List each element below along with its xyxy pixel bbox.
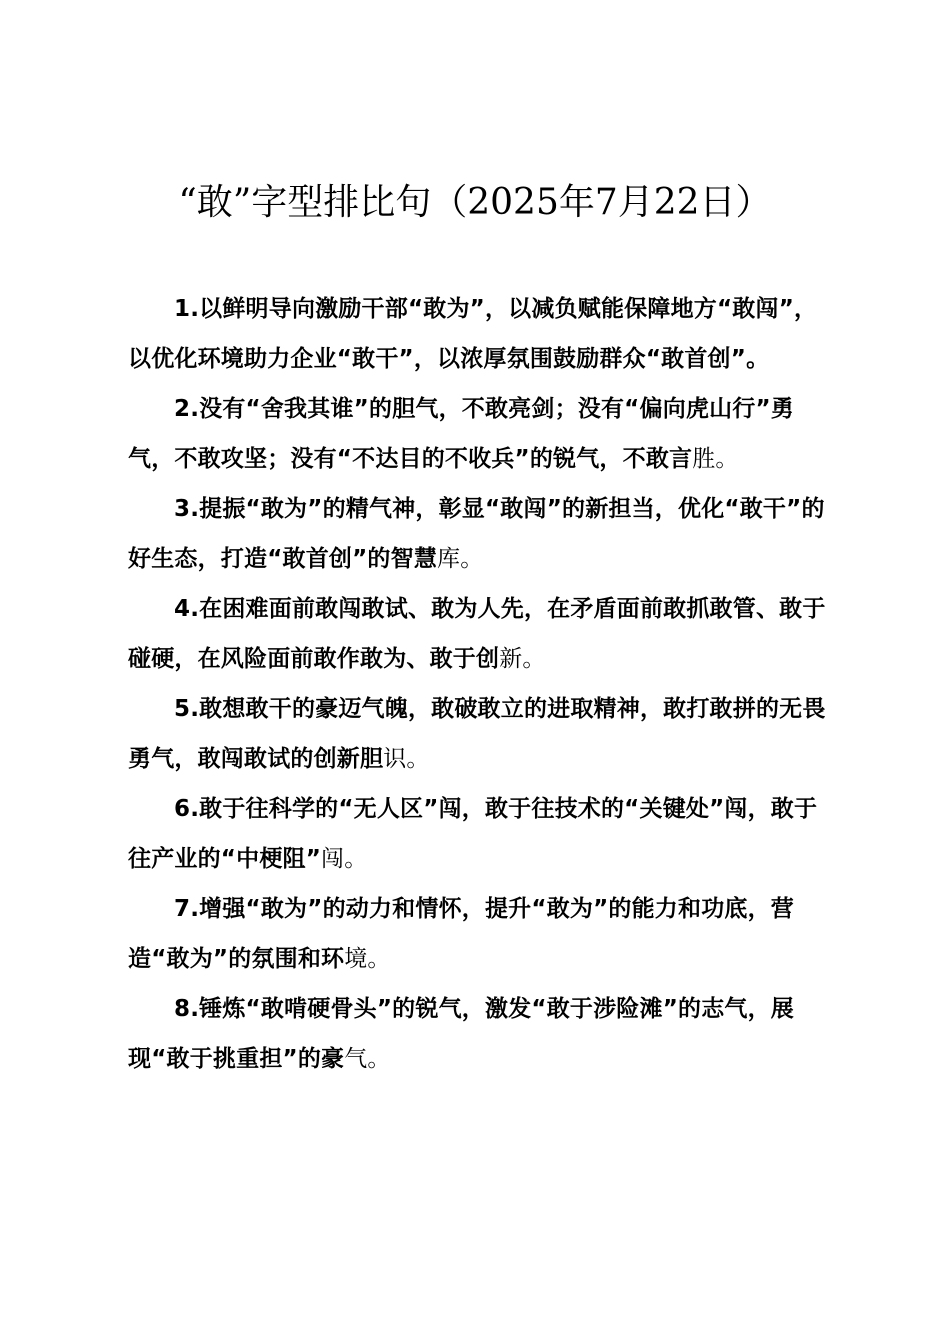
paragraph-tail: 识。 bbox=[383, 746, 430, 772]
paragraph-7 bbox=[128, 884, 834, 984]
paragraph-tail: 新。 bbox=[499, 646, 546, 672]
paragraph-text: 7.增强“敢为”的动力和情怀，提升“敢为”的能力和功底，营造“敢为”的氛围和环 bbox=[128, 896, 795, 972]
paragraph-5 bbox=[128, 684, 834, 784]
paragraph-text: 3.提振“敢为”的精气神，彰显“敢闯”的新担当，优化“敢干”的好生态，打造“敢首创”的智慧 bbox=[128, 496, 825, 572]
paragraph-text: 8.锤炼“敢啃硬骨头”的锐气，激发“敢于涉险滩”的志气，展现“敢于挑重担”的豪 bbox=[128, 996, 795, 1072]
paragraph-3 bbox=[128, 484, 834, 584]
document-body bbox=[128, 284, 834, 1084]
paragraph-tail: 闯。 bbox=[321, 846, 368, 872]
paragraph-text: 1.以鲜明导向激励干部“敢为”，以减负赋能保障地方“敢闯”，以优化环境助力企业“敢干”，以浓厚氛围鼓励群众“敢首创”。 bbox=[128, 296, 818, 372]
paragraph-text: 5.敢想敢干的豪迈气魄，敢破敢立的进取精神，敢打敢拼的无畏勇气，敢闯敢试的创新胆 bbox=[128, 696, 826, 772]
paragraph-tail: 气。 bbox=[344, 1046, 391, 1072]
paragraph-text: 4.在困难面前敢闯敢试、敢为人先，在矛盾面前敢抓敢管、敢于碰硬，在风险面前敢作敢为、敢于创 bbox=[128, 596, 826, 672]
paragraph-1 bbox=[128, 284, 834, 384]
paragraph-4 bbox=[128, 584, 834, 684]
paragraph-tail: 库。 bbox=[437, 546, 484, 572]
paragraph-tail: 胜。 bbox=[692, 446, 739, 472]
paragraph-text: 6.敢于往科学的“无人区”闯，敢于往技术的“关键处”闯，敢于往产业的“中梗阻” bbox=[128, 796, 818, 872]
document-title: “敢”字型排比句（2025年7月22日） bbox=[178, 182, 772, 223]
paragraph-6 bbox=[128, 784, 834, 884]
paragraph-8 bbox=[128, 984, 834, 1084]
paragraph-text: 2.没有“舍我其谁”的胆气，不敢亮剑；没有“偏向虎山行”勇气，不敢攻坚；没有“不达目的不收兵”的锐气，不敢言 bbox=[128, 396, 795, 472]
paragraph-tail: 境。 bbox=[344, 946, 391, 972]
paragraph-2 bbox=[128, 384, 834, 484]
